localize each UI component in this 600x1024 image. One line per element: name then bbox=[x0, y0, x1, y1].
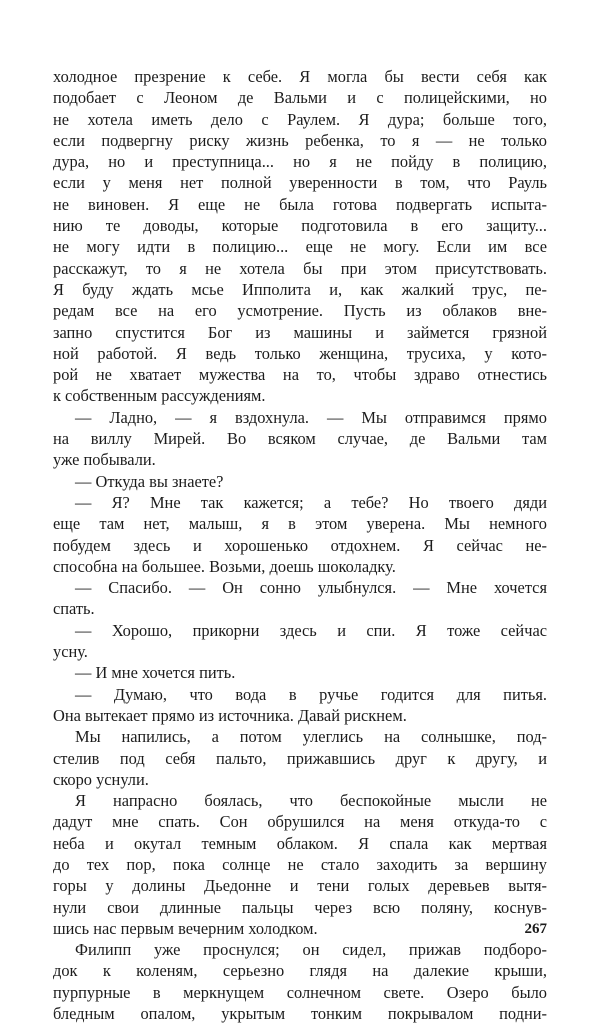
text-line: стелив под себя пальто, прижавшись друг к другу, и bbox=[53, 748, 547, 768]
text-line: — Откуда вы знаете? bbox=[75, 471, 224, 491]
text-line: холодное презрение к себе. Я могла бы вести себя как bbox=[53, 67, 547, 86]
text-line: рой не хватает мужества на то, чтобы здраво отнестись bbox=[53, 365, 547, 385]
text-line: — И мне хочется пить. bbox=[75, 663, 236, 683]
text-line: редам все на его усмотрение. Пусть из облаков вне- bbox=[53, 301, 547, 321]
text-line: Я буду ждать мсье Ипполита и, как жалкий трус, пе- bbox=[53, 279, 547, 299]
text-line: — Я? Мне так кажется; а тебе? Но твоего дяди bbox=[75, 492, 547, 512]
text-line: шись нас первым вечерним холодком. bbox=[53, 918, 318, 938]
text-line: запно спустится Бог из машины и займется грязной bbox=[53, 322, 547, 342]
text-line: — Думаю, что вода в ручье годится для питья. bbox=[75, 684, 547, 704]
text-line: бледным опалом, укрытым тонким покрывалом подни- bbox=[53, 1004, 547, 1024]
text-line: Мы напились, а потом улеглись на солнышке, под- bbox=[75, 727, 547, 747]
text-line: ной работой. Я ведь только женщина, трусиха, у кото- bbox=[53, 343, 547, 363]
text-line: не виновен. Я еще не была готова подвергать испыта- bbox=[53, 194, 547, 214]
text-line: на виллу Мирей. Во всяком случае, де Вальми там bbox=[53, 429, 547, 449]
text-line: — Хорошо, прикорни здесь и спи. Я тоже сейчас bbox=[75, 620, 547, 640]
text-line: — Ладно, — я вздохнула. — Мы отправимся прямо bbox=[75, 407, 547, 427]
text-line: — Спасибо. — Он сонно улыбнулся. — Мне хочется bbox=[75, 578, 547, 598]
text-line: нию те доводы, которые подготовила в его защиту... bbox=[53, 216, 547, 236]
text-line: способна на большее. Возьми, доешь шоколадку. bbox=[53, 556, 396, 576]
text-line: не могу идти в полицию... еще не могу. Если им все bbox=[53, 237, 547, 257]
page-number: 267 bbox=[524, 921, 547, 937]
text-line: еще там нет, малыш, я в этом уверена. Мы немного bbox=[53, 514, 547, 534]
text-line: подобает с Леоном де Вальми и с полицейскими, но bbox=[53, 88, 547, 108]
text-line: к собственным рассуждениям. bbox=[53, 386, 266, 406]
text-line: усну. bbox=[53, 642, 88, 662]
text-line: если у меня нет полной уверенности в том, что Рауль bbox=[53, 173, 547, 193]
text-line: неба и окутал темным облаком. Я спала как мертвая bbox=[53, 833, 547, 853]
text-line: пурпурные в меркнущем солнечном свете. Озеро было bbox=[53, 982, 547, 1002]
text-line: побудем здесь и хорошенько отдохнем. Я сейчас не- bbox=[53, 535, 547, 555]
page-body-text bbox=[53, 66, 547, 1024]
text-line: если подвергну риску жизнь ребенка, то я — не только bbox=[53, 130, 547, 150]
text-line: до тех пор, пока солнце не стало заходить за вершину bbox=[53, 854, 547, 874]
text-line: дура, но и преступница... но я не пойду в полицию, bbox=[53, 152, 547, 172]
text-line: скоро уснули. bbox=[53, 769, 149, 789]
text-line: Филипп уже проснулся; он сидел, прижав подборо- bbox=[75, 940, 547, 960]
text-line: док к коленям, серьезно глядя на далекие крыши, bbox=[53, 961, 547, 981]
text-line: не хотела иметь дело с Раулем. Я дура; больше того, bbox=[53, 109, 547, 129]
text-line: горы у долины Дьедонне и тени голых деревьев вытя- bbox=[53, 876, 547, 896]
text-line: расскажут, то я не хотела бы при этом присутствовать. bbox=[53, 258, 547, 278]
text-line: нули свои длинные пальцы через всю поляну, коснув- bbox=[53, 897, 547, 917]
book-page bbox=[53, 66, 547, 1024]
text-line: уже побывали. bbox=[53, 450, 156, 470]
text-line: Она вытекает прямо из источника. Давай рискнем. bbox=[53, 705, 407, 725]
text-line: дадут мне спать. Сон обрушился на меня откуда-то с bbox=[53, 812, 547, 832]
text-line: спать. bbox=[53, 599, 95, 619]
text-line: Я напрасно боялась, что беспокойные мысли не bbox=[75, 791, 547, 811]
